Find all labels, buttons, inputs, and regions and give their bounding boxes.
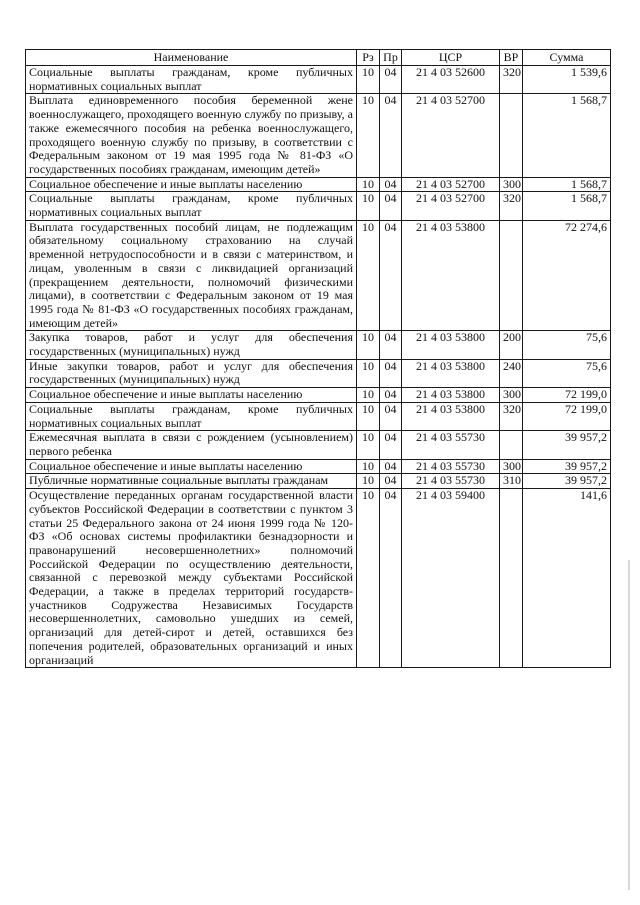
table-row: [26, 474, 611, 489]
header-vr: ВР: [500, 50, 523, 66]
row-csr: 21 4 03 53800: [402, 402, 500, 430]
row-sum: 39 957,2: [523, 474, 611, 489]
row-pr: 04: [380, 402, 402, 430]
row-sum: 141,6: [523, 489, 611, 668]
row-name: Публичные нормативные социальные выплаты гражданам: [26, 474, 357, 489]
row-rz: 10: [357, 402, 380, 430]
row-vr: 320: [500, 402, 523, 430]
header-sum: Сумма: [523, 50, 611, 66]
row-vr: [500, 220, 523, 331]
row-rz: 10: [357, 66, 380, 94]
row-pr: 04: [380, 359, 402, 387]
row-pr: 04: [380, 94, 402, 177]
row-name: Социальные выплаты гражданам, кроме публичных нормативных социальных выплат: [26, 66, 357, 94]
table-row: [26, 388, 611, 403]
row-csr: 21 4 03 53800: [402, 388, 500, 403]
row-rz: 10: [357, 177, 380, 192]
row-vr: 320: [500, 66, 523, 94]
row-pr: 04: [380, 474, 402, 489]
table-row: [26, 431, 611, 459]
row-vr: 300: [500, 177, 523, 192]
row-rz: 10: [357, 431, 380, 459]
row-name: Социальные выплаты гражданам, кроме публичных нормативных социальных выплат: [26, 192, 357, 220]
row-name: Иные закупки товаров, работ и услуг для обеспечения государственных (муниципальных) нужд: [26, 359, 357, 387]
row-vr: 310: [500, 474, 523, 489]
row-pr: 04: [380, 489, 402, 668]
row-name: Выплата государственных пособий лицам, не подлежащим обязательному социальному страхованию на случай временной нетрудоспособности и в связи с материнством, и лицам, уволенным в связи с ликвидацией организаций (прекращением деятельности, полномочий физическими лицами), в соответствии с Федеральным законом от 19 мая 1995 года № 81-ФЗ «О государственных пособиях гражданам, имеющим детей»: [26, 220, 357, 331]
row-csr: 21 4 03 52600: [402, 66, 500, 94]
header-csr: ЦСР: [402, 50, 500, 66]
header-pr: Пр: [380, 50, 402, 66]
row-sum: 75,6: [523, 331, 611, 359]
table-row: [26, 177, 611, 192]
row-pr: 04: [380, 431, 402, 459]
row-sum: 1 568,7: [523, 94, 611, 177]
header-rz: Рз: [357, 50, 380, 66]
table-row: [26, 94, 611, 177]
row-vr: 240: [500, 359, 523, 387]
row-sum: 72 274,6: [523, 220, 611, 331]
row-pr: 04: [380, 388, 402, 403]
row-vr: [500, 94, 523, 177]
row-pr: 04: [380, 192, 402, 220]
row-rz: 10: [357, 94, 380, 177]
row-rz: 10: [357, 331, 380, 359]
budget-table: [25, 49, 611, 668]
table-row: [26, 489, 611, 668]
table-header-row: [26, 50, 611, 66]
row-vr: 300: [500, 459, 523, 474]
table-row: [26, 359, 611, 387]
row-csr: 21 4 03 52700: [402, 177, 500, 192]
row-name: Социальные выплаты гражданам, кроме публичных нормативных социальных выплат: [26, 402, 357, 430]
row-csr: 21 4 03 52700: [402, 94, 500, 177]
row-name: Социальное обеспечение и иные выплаты населению: [26, 459, 357, 474]
row-sum: 1 568,7: [523, 192, 611, 220]
row-csr: 21 4 03 53800: [402, 359, 500, 387]
row-pr: 04: [380, 177, 402, 192]
row-sum: 72 199,0: [523, 388, 611, 403]
row-name: Социальное обеспечение и иные выплаты населению: [26, 177, 357, 192]
table-row: [26, 402, 611, 430]
row-pr: 04: [380, 459, 402, 474]
row-rz: 10: [357, 192, 380, 220]
row-pr: 04: [380, 331, 402, 359]
row-name: Осуществление переданных органам государственной власти субъектов Российской Федерации в соответствии с пунктом 3 статьи 25 Федерального закона от 24 июня 1999 года № 120-ФЗ «Об основах системы профилактики безнадзорности и правонарушений несовершеннолетних» полномочий Российской Федерации по осуществлению деятельности, связанной с перевозкой между субъектами Российской Федерации, а также в пределах территорий государств-участников Содружества Независимых Государств несовершеннолетних, самовольно ушедших из семей, организаций для детей-сирот и детей, оставшихся без попечения родителей, образовательных организаций и иных организаций: [26, 489, 357, 668]
header-name: Наименование: [26, 50, 357, 66]
row-vr: 320: [500, 192, 523, 220]
row-vr: [500, 431, 523, 459]
row-csr: 21 4 03 55730: [402, 431, 500, 459]
row-name: Ежемесячная выплата в связи с рождением (усыновлением) первого ребенка: [26, 431, 357, 459]
row-sum: 1 539,6: [523, 66, 611, 94]
scan-edge-shadow: [628, 560, 630, 890]
row-sum: 39 957,2: [523, 459, 611, 474]
row-rz: 10: [357, 359, 380, 387]
table-row: [26, 220, 611, 331]
row-rz: 10: [357, 489, 380, 668]
row-csr: 21 4 03 52700: [402, 192, 500, 220]
row-vr: 200: [500, 331, 523, 359]
row-rz: 10: [357, 474, 380, 489]
row-vr: [500, 489, 523, 668]
row-rz: 10: [357, 459, 380, 474]
table-row: [26, 331, 611, 359]
row-sum: 39 957,2: [523, 431, 611, 459]
row-name: Закупка товаров, работ и услуг для обеспечения государственных (муниципальных) нужд: [26, 331, 357, 359]
row-csr: 21 4 03 59400: [402, 489, 500, 668]
table-row: [26, 192, 611, 220]
row-rz: 10: [357, 388, 380, 403]
row-csr: 21 4 03 55730: [402, 474, 500, 489]
row-pr: 04: [380, 220, 402, 331]
row-pr: 04: [380, 66, 402, 94]
row-name: Выплата единовременного пособия беременной жене военнослужащего, проходящего военную службу по призыву, а также ежемесячного пособия на ребенка военнослужащего, проходящего военную службу по призыву, в соответствии с Федеральным законом от 19 мая 1995 года № 81-ФЗ «О государственных пособиях гражданам, имеющим детей»: [26, 94, 357, 177]
row-sum: 1 568,7: [523, 177, 611, 192]
row-csr: 21 4 03 53800: [402, 331, 500, 359]
row-vr: 300: [500, 388, 523, 403]
row-sum: 75,6: [523, 359, 611, 387]
table-row: [26, 459, 611, 474]
table-row: [26, 66, 611, 94]
row-sum: 72 199,0: [523, 402, 611, 430]
row-csr: 21 4 03 53800: [402, 220, 500, 331]
row-name: Социальное обеспечение и иные выплаты населению: [26, 388, 357, 403]
row-rz: 10: [357, 220, 380, 331]
row-csr: 21 4 03 55730: [402, 459, 500, 474]
